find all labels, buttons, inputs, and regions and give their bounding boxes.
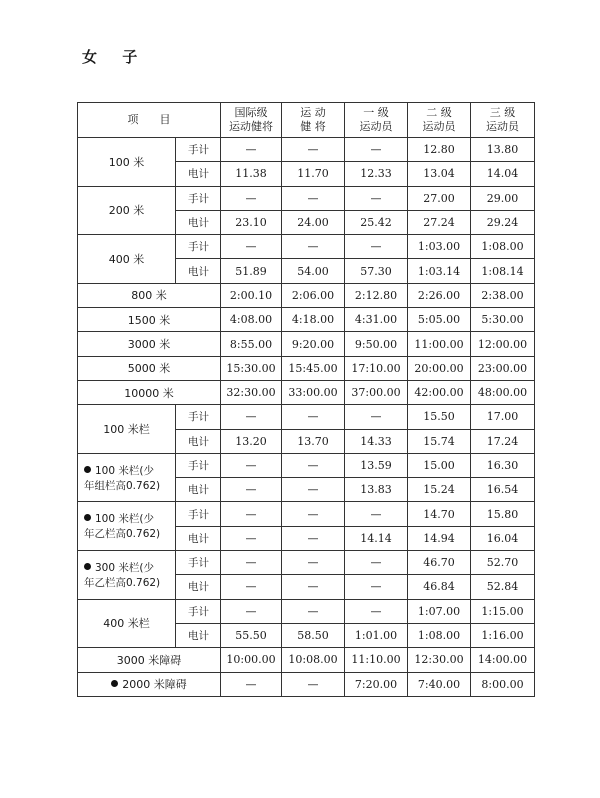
event-cell [78, 672, 221, 696]
standard-value: — [282, 453, 345, 477]
standard-value: — [221, 526, 282, 550]
header-grade-line: 二 级 [426, 106, 452, 119]
standard-value: 10:00.00 [221, 648, 282, 672]
table-row [78, 502, 535, 526]
event-name-line [84, 560, 175, 575]
standard-value: 17.24 [471, 429, 535, 453]
table-header-row [78, 103, 535, 138]
standard-value: 2:12.80 [345, 283, 408, 307]
table-row [78, 551, 535, 575]
standard-value: — [282, 526, 345, 550]
table-row [78, 308, 535, 332]
timing-method: 手计 [176, 453, 221, 477]
bullet-dot-icon [111, 680, 118, 687]
standard-value: 11.38 [221, 162, 282, 186]
table-row [78, 332, 535, 356]
bullet-dot-icon [84, 514, 91, 521]
standard-value: 13.80 [471, 138, 535, 162]
standard-value: 2:06.00 [282, 283, 345, 307]
standard-value: 12.33 [345, 162, 408, 186]
event-name: 400 米栏 [103, 617, 150, 631]
standard-value: 8:55.00 [221, 332, 282, 356]
event-name-line [84, 511, 175, 526]
event-name-line: 年组栏高0.762) [84, 479, 161, 492]
header-grade-line: 运动员 [359, 120, 393, 133]
header-grade-line: 运 动 [300, 106, 326, 119]
standard-value: 11.70 [282, 162, 345, 186]
standard-value: 4:18.00 [282, 308, 345, 332]
standard-value: 7:20.00 [345, 672, 408, 696]
standard-value: 52.84 [471, 575, 535, 599]
bullet-dot-icon [84, 466, 91, 473]
standard-value: 14.33 [345, 429, 408, 453]
standard-value: 15.00 [408, 453, 471, 477]
standard-value: 13.83 [345, 478, 408, 502]
standard-value: — [345, 551, 408, 575]
standard-value: 52.70 [471, 551, 535, 575]
event-cell [78, 502, 176, 551]
standard-value: 14.94 [408, 526, 471, 550]
standard-value: 9:50.00 [345, 332, 408, 356]
event-name: 3000 米 [127, 338, 171, 352]
header-grade-line: 运动员 [422, 120, 456, 133]
event-name: 5000 米 [127, 362, 171, 376]
standard-value: 46.70 [408, 551, 471, 575]
standard-value: 4:31.00 [345, 308, 408, 332]
table-row [78, 138, 535, 162]
standard-value: 13.20 [221, 429, 282, 453]
standard-value: — [221, 453, 282, 477]
timing-method: 电计 [176, 259, 221, 283]
table-row [78, 356, 535, 380]
standard-value: 14.70 [408, 502, 471, 526]
event-cell [78, 453, 176, 502]
standard-value: 13.04 [408, 162, 471, 186]
standard-value: 51.89 [221, 259, 282, 283]
event-cell [78, 332, 221, 356]
event-cell [78, 648, 221, 672]
event-name: 10000 米 [124, 386, 174, 400]
standard-value: — [345, 186, 408, 210]
standard-value: 1:07.00 [408, 599, 471, 623]
standard-value: 13.70 [282, 429, 345, 453]
athletics-standards-table [77, 102, 535, 697]
standard-value: — [221, 672, 282, 696]
timing-method: 电计 [176, 162, 221, 186]
event-name: 100 米栏 [103, 423, 150, 437]
table-row [78, 380, 535, 404]
standard-value: — [282, 235, 345, 259]
standard-value: 42:00.00 [408, 380, 471, 404]
standard-value: 48:00.00 [471, 380, 535, 404]
standard-value: 25.42 [345, 210, 408, 234]
standard-value: 23:00.00 [471, 356, 535, 380]
event-name-line [84, 463, 175, 478]
standard-value: 11:00.00 [408, 332, 471, 356]
header-grade [345, 103, 408, 138]
standard-value: — [221, 502, 282, 526]
standard-value: — [282, 575, 345, 599]
header-grade-line: 一 级 [363, 106, 389, 119]
event-name-text: 100 米栏(少 [95, 513, 154, 526]
standard-value: 11:10.00 [345, 648, 408, 672]
standard-value: 37:00.00 [345, 380, 408, 404]
table-row [78, 599, 535, 623]
event-cell [78, 551, 176, 600]
standard-value: 5:30.00 [471, 308, 535, 332]
standard-value: 15.50 [408, 405, 471, 429]
standard-value: — [345, 599, 408, 623]
standard-value: — [221, 138, 282, 162]
standard-value: — [282, 138, 345, 162]
timing-method: 电计 [176, 210, 221, 234]
standard-value: 29.24 [471, 210, 535, 234]
table-row [78, 283, 535, 307]
timing-method: 电计 [176, 429, 221, 453]
header-grade [221, 103, 282, 138]
header-grade-line: 运动员 [486, 120, 520, 133]
timing-method: 手计 [176, 186, 221, 210]
table-row [78, 648, 535, 672]
standard-value: 14.04 [471, 162, 535, 186]
header-grade-line: 健 将 [300, 120, 326, 133]
standard-value: 12.80 [408, 138, 471, 162]
standard-value: 1:08.00 [408, 623, 471, 647]
event-cell [78, 599, 176, 648]
header-grade [408, 103, 471, 138]
table-row [78, 453, 535, 477]
standard-value: 1:01.00 [345, 623, 408, 647]
header-grade [282, 103, 345, 138]
standard-value: 1:15.00 [471, 599, 535, 623]
header-grade [471, 103, 535, 138]
header-grade-line: 运动健将 [229, 120, 274, 133]
table-row [78, 186, 535, 210]
timing-method: 手计 [176, 599, 221, 623]
standard-value: — [221, 186, 282, 210]
standard-value: 16.54 [471, 478, 535, 502]
standard-value: — [221, 235, 282, 259]
standard-value: — [345, 235, 408, 259]
timing-method: 电计 [176, 575, 221, 599]
standard-value: — [345, 405, 408, 429]
event-name: 100 米 [108, 155, 145, 169]
timing-method: 手计 [176, 138, 221, 162]
event-cell [78, 186, 176, 235]
standard-value: — [345, 138, 408, 162]
standard-value: — [282, 502, 345, 526]
standard-value: 58.50 [282, 623, 345, 647]
standard-value: 24.00 [282, 210, 345, 234]
standard-value: 13.59 [345, 453, 408, 477]
standard-value: 1:08.14 [471, 259, 535, 283]
event-cell [78, 235, 176, 284]
event-cell [78, 356, 221, 380]
standard-value: 15.24 [408, 478, 471, 502]
standard-value: — [221, 575, 282, 599]
standard-value: — [345, 502, 408, 526]
standard-value: — [221, 599, 282, 623]
standard-value: 16.30 [471, 453, 535, 477]
standard-value: 27.00 [408, 186, 471, 210]
standard-value: 12:30.00 [408, 648, 471, 672]
standard-value: 23.10 [221, 210, 282, 234]
timing-method: 电计 [176, 623, 221, 647]
standard-value: — [282, 551, 345, 575]
standard-value: — [221, 405, 282, 429]
event-name: 200 米 [108, 204, 145, 218]
event-name: 800 米 [131, 289, 167, 303]
event-name-line: 年乙栏高0.762) [84, 576, 161, 589]
event-name-text: 300 米栏(少 [95, 561, 154, 574]
standard-value: 55.50 [221, 623, 282, 647]
standard-value: 1:03.00 [408, 235, 471, 259]
standard-value: 12:00.00 [471, 332, 535, 356]
event-cell [78, 283, 221, 307]
standard-value: 5:05.00 [408, 308, 471, 332]
standard-value: 14.14 [345, 526, 408, 550]
standard-value: 46.84 [408, 575, 471, 599]
standard-value: 15.80 [471, 502, 535, 526]
table-row [78, 235, 535, 259]
standard-value: — [221, 551, 282, 575]
standard-value: 2:00.10 [221, 283, 282, 307]
standard-value: 54.00 [282, 259, 345, 283]
standard-value: 4:08.00 [221, 308, 282, 332]
standard-value: 7:40.00 [408, 672, 471, 696]
timing-method: 手计 [176, 405, 221, 429]
standard-value: 57.30 [345, 259, 408, 283]
event-name: 1500 米 [127, 313, 171, 327]
standard-value: 29.00 [471, 186, 535, 210]
header-grade-line: 国际级 [234, 106, 268, 119]
standard-value: 32:30.00 [221, 380, 282, 404]
event-name: 400 米 [108, 252, 145, 266]
event-cell [78, 380, 221, 404]
timing-method: 手计 [176, 551, 221, 575]
standard-value: — [282, 672, 345, 696]
event-cell [78, 138, 176, 187]
event-cell [78, 405, 176, 454]
standard-value: 33:00.00 [282, 380, 345, 404]
standard-value: 8:00.00 [471, 672, 535, 696]
table-row [78, 405, 535, 429]
timing-method: 手计 [176, 502, 221, 526]
standard-value: 15.74 [408, 429, 471, 453]
standard-value: — [345, 575, 408, 599]
page-title: 女 子 [82, 48, 148, 66]
bullet-dot-icon [84, 563, 91, 570]
standard-value: 2:38.00 [471, 283, 535, 307]
event-name-text: 100 米栏(少 [95, 464, 154, 477]
timing-method: 电计 [176, 526, 221, 550]
event-cell [78, 308, 221, 332]
header-grade-line: 三 级 [489, 106, 516, 119]
event-name-line: 年乙栏高0.762) [84, 528, 161, 541]
standard-value: 1:16.00 [471, 623, 535, 647]
standard-value: — [282, 405, 345, 429]
timing-method: 手计 [176, 235, 221, 259]
standard-value: — [282, 478, 345, 502]
standard-value: 17.00 [471, 405, 535, 429]
event-name: 3000 米障碍 [116, 653, 182, 667]
standard-value: 14:00.00 [471, 648, 535, 672]
header-event: 项 目 [78, 103, 221, 138]
standard-value: — [282, 599, 345, 623]
standard-value: 10:08.00 [282, 648, 345, 672]
standard-value: 15:45.00 [282, 356, 345, 380]
event-name: 2000 米障碍 [122, 678, 187, 692]
table-row [78, 672, 535, 696]
standard-value: 27.24 [408, 210, 471, 234]
standard-value: 20:00.00 [408, 356, 471, 380]
standard-value: 1:03.14 [408, 259, 471, 283]
timing-method: 电计 [176, 478, 221, 502]
standard-value: 17:10.00 [345, 356, 408, 380]
standard-value: 16.04 [471, 526, 535, 550]
standard-value: — [282, 186, 345, 210]
standard-value: 9:20.00 [282, 332, 345, 356]
standard-value: 15:30.00 [221, 356, 282, 380]
standard-value: — [221, 478, 282, 502]
standard-value: 2:26.00 [408, 283, 471, 307]
standard-value: 1:08.00 [471, 235, 535, 259]
